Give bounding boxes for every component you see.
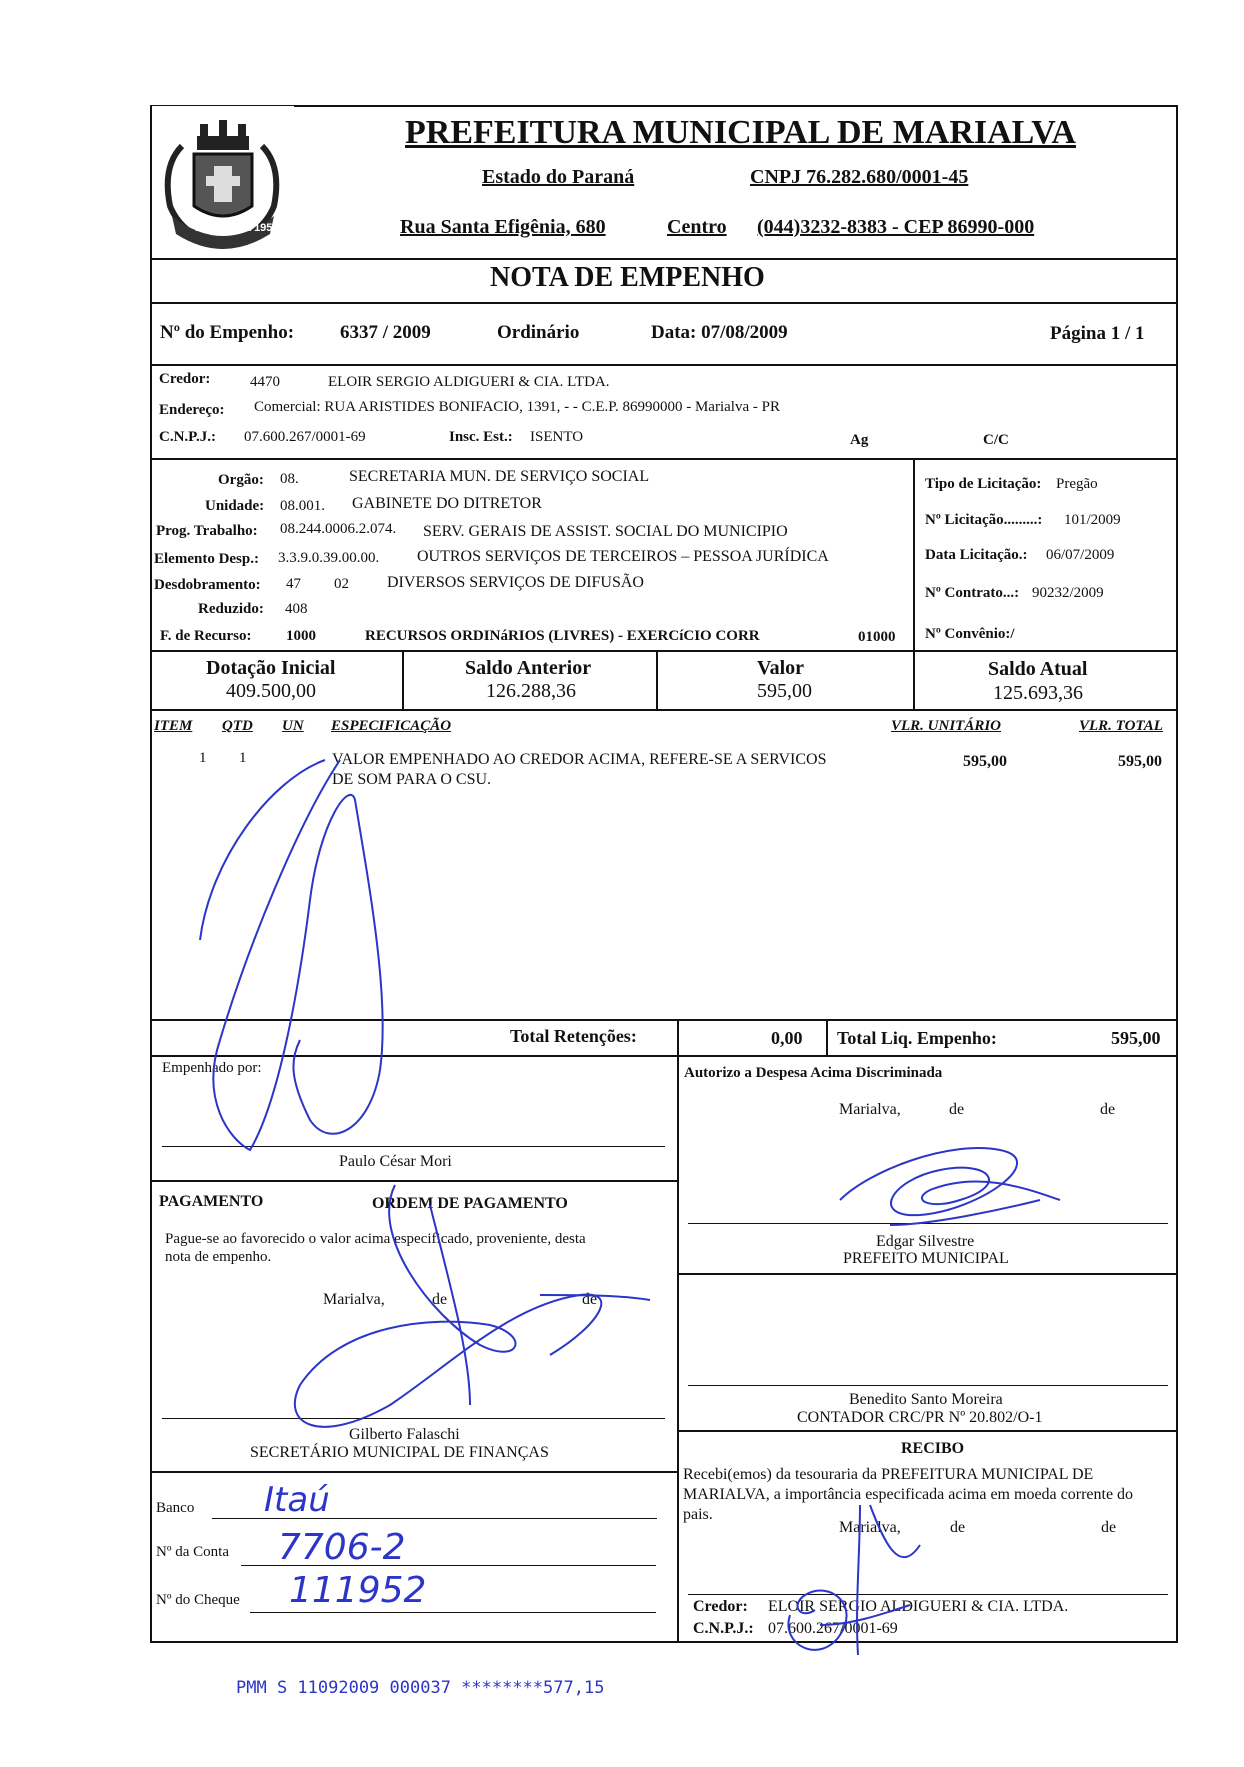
- empenho-number: 6337 / 2009: [340, 322, 431, 343]
- col-spec-header: ESPECIFICAÇÃO: [331, 718, 452, 734]
- empenho-date: Data: 07/08/2009: [651, 322, 788, 343]
- header-district: Centro: [667, 216, 727, 238]
- item-number: 1: [199, 750, 207, 766]
- empenho-number-label: Nº do Empenho:: [160, 322, 295, 343]
- header-title: PREFEITURA MUNICIPAL DE MARIALVA: [405, 114, 1076, 151]
- prefeito-name: Edgar Silvestre: [876, 1233, 975, 1250]
- banco-label: Banco: [156, 1500, 195, 1516]
- saldo-atual-value: 125.693,36: [993, 682, 1083, 704]
- banco-value: Itaú: [264, 1480, 330, 1520]
- reduzido-label: Reduzido:: [198, 601, 264, 617]
- cnpj-label: C.N.P.J.:: [159, 429, 216, 445]
- data-licitacao-label: Data Licitação.:: [925, 547, 1028, 563]
- orgao-name: SECRETARIA MUN. DE SERVIÇO SOCIAL: [349, 468, 650, 485]
- credor-cnpj: 07.600.267/0001-69: [244, 429, 366, 445]
- header-phone-cep: (044)3232-8383 - CEP 86990-000: [757, 216, 1035, 238]
- elemento-code: 3.3.9.0.39.00.00.: [278, 550, 380, 566]
- desdobramento-a: 47: [286, 576, 301, 592]
- fonte-label: F. de Recurso:: [160, 628, 252, 644]
- recibo-text-line3: pais.: [683, 1506, 713, 1523]
- fonte-code2: 01000: [858, 629, 896, 645]
- item-total-value: 595,00: [1118, 753, 1162, 770]
- credor-insc: ISENTO: [530, 429, 584, 445]
- recibo-title: RECIBO: [901, 1440, 965, 1457]
- col-item-header: ITEM: [154, 718, 193, 734]
- saldo-atual-label: Saldo Atual: [988, 658, 1088, 680]
- pagamento-text-line2: nota de empenho.: [165, 1249, 272, 1265]
- fonte-name: RECURSOS ORDINáRIOS (LIVRES) - EXERCíCIO CORR: [365, 628, 760, 644]
- valor-label: Valor: [757, 657, 805, 679]
- recibo-de2: de: [1101, 1519, 1117, 1536]
- pagamento-de2: de: [582, 1291, 598, 1308]
- autorizo-label: Autorizo a Despesa Acima Discriminada: [684, 1065, 943, 1081]
- contrato-label: Nº Contrato...:: [925, 585, 1020, 601]
- ag-label: Ag: [850, 432, 869, 448]
- unidade-code: 08.001.: [280, 498, 325, 514]
- pagamento-text-line1: Pague-se ao favorecido o valor acima especificado, proveniente, desta: [165, 1231, 586, 1247]
- orgao-code: 08.: [280, 471, 299, 487]
- desdobramento-b: 02: [334, 576, 349, 592]
- conta-label: Nº da Conta: [156, 1544, 229, 1560]
- address-label: Endereço:: [159, 402, 225, 418]
- item-qtd: 1: [239, 750, 247, 766]
- credor-label: Credor:: [159, 371, 211, 387]
- reduzido-value: 408: [285, 601, 308, 617]
- credor-name: ELOIR SERGIO ALDIGUERI & CIA. LTDA.: [328, 374, 610, 390]
- secretario-name: Gilberto Falaschi: [349, 1426, 460, 1443]
- data-licitacao-value: 06/07/2009: [1046, 547, 1115, 563]
- dotacao-label: Dotação Inicial: [206, 657, 336, 679]
- recibo-credor-name: ELOIR SERGIO ALDIGUERI & CIA. LTDA.: [768, 1598, 1069, 1615]
- col-qtd-header: QTD: [222, 718, 253, 734]
- dotacao-value: 409.500,00: [226, 680, 316, 702]
- num-licitacao-value: 101/2009: [1064, 512, 1121, 528]
- elemento-name: OUTROS SERVIÇOS DE TERCEIROS – PESSOA JURÍDICA: [417, 548, 829, 565]
- recibo-de1: de: [950, 1519, 966, 1536]
- recibo-credor-label: Credor:: [693, 1598, 748, 1615]
- orgao-label: Orgão:: [218, 472, 264, 488]
- saldo-anterior-label: Saldo Anterior: [465, 657, 592, 679]
- crest-label: MARIALVA 1951: [195, 222, 279, 234]
- signature-empenhado: [180, 740, 420, 1160]
- pagamento-label: PAGAMENTO: [159, 1193, 264, 1210]
- desdobramento-name: DIVERSOS SERVIÇOS DE DIFUSÃO: [387, 574, 644, 591]
- recibo-cnpj: 07.600.267/0001-69: [768, 1620, 898, 1637]
- empenho-type: Ordinário: [497, 322, 580, 343]
- empenhado-name: Paulo César Mori: [339, 1153, 452, 1170]
- retencoes-value: 0,00: [771, 1028, 803, 1048]
- credor-code: 4470: [250, 374, 280, 390]
- page-number: Página 1 / 1: [1050, 323, 1145, 344]
- recibo-text-line1: Recebi(emos) da tesouraria da PREFEITURA MUNICIPAL DE: [683, 1466, 1094, 1483]
- unidade-label: Unidade:: [205, 498, 265, 514]
- saldo-anterior-value: 126.288,36: [486, 680, 576, 702]
- contrato-value: 90232/2009: [1032, 585, 1104, 601]
- signature-secretario: [280, 1175, 660, 1455]
- prog-code: 08.244.0006.2.074.: [280, 521, 397, 537]
- credor-address: Comercial: RUA ARISTIDES BONIFACIO, 1391, - - C.E.P. 86990000 - Marialva - PR: [254, 399, 780, 415]
- total-liq-label: Total Liq. Empenho:: [837, 1028, 997, 1048]
- recibo-text-line2: MARIALVA, a importância especificada acima em moeda corrente do: [683, 1486, 1134, 1503]
- header-address: Rua Santa Efigênia, 680: [400, 216, 606, 238]
- recibo-city: Marialva,: [839, 1519, 901, 1536]
- unidade-name: GABINETE DO DITRETOR: [352, 495, 542, 512]
- bank-stamp: PMM S 11092009 000037 ********577,15: [236, 1678, 605, 1698]
- document-title: NOTA DE EMPENHO: [490, 262, 765, 293]
- autorizo-city: Marialva,: [839, 1101, 901, 1118]
- tipo-licitacao-label: Tipo de Licitação:: [925, 476, 1042, 492]
- header-cnpj: CNPJ 76.282.680/0001-45: [750, 166, 969, 188]
- prog-label: Prog. Trabalho:: [156, 523, 258, 539]
- contador-name: Benedito Santo Moreira: [849, 1391, 1003, 1408]
- fonte-code: 1000: [286, 628, 316, 644]
- autorizo-de1: de: [949, 1101, 965, 1118]
- conta-value: 7706-2: [278, 1527, 406, 1568]
- signature-credor: [760, 1485, 940, 1665]
- autorizo-de2: de: [1100, 1101, 1116, 1118]
- signature-prefeito: [830, 1130, 1080, 1240]
- contador-role: CONTADOR CRC/PR Nº 20.802/O-1: [797, 1409, 1043, 1426]
- col-un-header: UN: [282, 718, 304, 734]
- item-unit-value: 595,00: [963, 753, 1007, 770]
- ordem-pagamento-label: ORDEM DE PAGAMENTO: [372, 1195, 568, 1212]
- col-unit-header: VLR. UNITÁRIO: [891, 718, 1002, 734]
- retencoes-label: Total Retenções:: [510, 1026, 637, 1046]
- prog-name: SERV. GERAIS DE ASSIST. SOCIAL DO MUNICIPIO: [423, 523, 788, 540]
- insc-label: Insc. Est.:: [449, 429, 513, 445]
- cheque-value: 111952: [289, 1570, 427, 1611]
- pagamento-de1: de: [432, 1291, 448, 1308]
- elemento-label: Elemento Desp.:: [154, 551, 259, 567]
- desdobramento-label: Desdobramento:: [154, 577, 261, 593]
- empenhado-label: Empenhado por:: [162, 1060, 262, 1076]
- item-spec-line1: VALOR EMPENHADO AO CREDOR ACIMA, REFERE-SE A SERVICOS: [332, 751, 827, 768]
- recibo-cnpj-label: C.N.P.J.:: [693, 1620, 754, 1637]
- secretario-role: SECRETÁRIO MUNICIPAL DE FINANÇAS: [250, 1444, 549, 1461]
- cheque-label: Nº do Cheque: [156, 1592, 240, 1608]
- cc-label: C/C: [983, 432, 1009, 448]
- item-spec-line2: DE SOM PARA O CSU.: [332, 771, 492, 788]
- total-liq-value: 595,00: [1111, 1028, 1161, 1048]
- col-total-header: VLR. TOTAL: [1079, 718, 1163, 734]
- valor-value: 595,00: [757, 680, 812, 702]
- prefeito-role: PREFEITO MUNICIPAL: [843, 1250, 1009, 1267]
- num-licitacao-label: Nº Licitação.........:: [925, 512, 1043, 528]
- convenio-label: Nº Convênio:/: [925, 626, 1015, 642]
- pagamento-city: Marialva,: [323, 1291, 385, 1308]
- tipo-licitacao-value: Pregão: [1056, 476, 1098, 492]
- header-state: Estado do Paraná: [482, 166, 635, 188]
